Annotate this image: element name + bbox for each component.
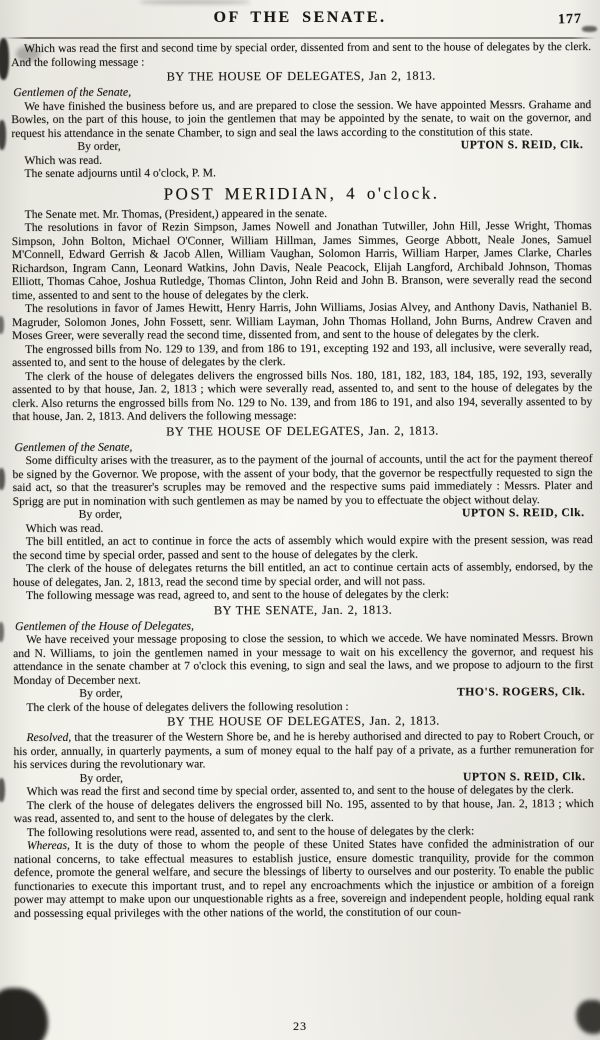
salutation: Gentlemen of the Senate, — [13, 84, 132, 99]
scan-artifact — [0, 778, 5, 802]
paragraph: The resolutions in favor of Rezin Simpson, James Nowell and Jonathan Tutwiller, John Hill, Jesse Wright, Thomas Simpson, John Bolton, Michael O'Conner, William Hillman, James Simmes, George Abbott, Neale Jones, Samuel M'Connell, Edward Gerrish & Jacob Allen, William Vaughan, Solomon Harris, William Harper, James Clarke, Charles Richardson, Ingram Cann, Leonard Watkins, John Davis, Neale Peacock, Elijah Langford, Archibald Johnson, Thomas Elliott, Thomas Cahoe, Joshua Rutledge, Thomas Clinton, John Reid and John B. Branson, were severally read the second time, assented to and sent to the house of delegates by the clerk. — [11, 218, 592, 302]
paragraph: Which was read the first and second time by special order, assented to, and sent to the house of delegates by the clerk. — [26, 783, 574, 798]
signoff-line — [13, 506, 593, 522]
paragraph: The bill entitled, an act to continue in force the acts of assembly which would expire with the present session, was read the second time by special order, passed and sent to the house of delegates by the clerk. — [12, 532, 593, 562]
lead-word: Whereas, — [26, 838, 70, 852]
document-body — [11, 40, 594, 920]
scan-artifact — [0, 120, 6, 150]
message-heading: BY THE HOUSE OF DELEGATES, Jan 2, 1813. — [166, 68, 436, 84]
clerk-signature: UPTON S. REID, Clk. — [460, 138, 584, 152]
paragraph: Which was read. — [25, 521, 104, 535]
page-footer — [0, 1019, 600, 1034]
paragraph: The clerk of the house of delegates delivers the following resolution : — [26, 699, 349, 714]
paragraph: The clerk of the house of delegates delivers the engrossed bill No. 195, assented to by that house, Jan. 2, 1813 ; which was read, assented to, and sent to the house of delegates by the clerk. — [13, 796, 594, 825]
salutation: Gentlemen of the Senate, — [14, 439, 133, 454]
clerk-signature: THO'S. ROGERS, Clk. — [456, 684, 586, 699]
paragraph: The following resolutions were read, assented to, and sent to the house of delegates by the clerk: — [26, 823, 475, 839]
paragraph: The clerk of the house of delegates returns the bill entitled, an act to continue certain acts of assembly, endorsed, by the house of delegates, Jan. 2, 1813, read the second time by special order, and will not pass. — [12, 559, 593, 589]
page-header — [0, 0, 600, 36]
paragraph: We have received your message proposing to close the session, to which we accede. We have nominated Messrs. Brown and N. Williams, to join the gentlemen named in your message to wait on his excellency the governor, and request his attendance in the senate chamber at 7 o'clock this evening, to sign and seal the laws, and we propose to adjourn to the first Monday of December next. — [13, 630, 594, 687]
clerk-signature: UPTON S. REID, Clk. — [461, 506, 585, 520]
paragraph: The following message was read, agreed to, and sent to the house of delegates by the clerk: — [25, 587, 449, 602]
header-rule — [4, 37, 596, 39]
message-heading: BY THE HOUSE OF DELEGATES, Jan. 2, 1813. — [167, 713, 440, 729]
clerk-signature: UPTON S. REID, Clk. — [462, 769, 586, 783]
lead-word: Resolved, — [26, 730, 72, 744]
page-number: 177 — [557, 11, 583, 28]
scan-artifact — [0, 468, 5, 490]
message-heading: BY THE HOUSE OF DELEGATES, Jan. 2, 1813. — [166, 423, 439, 438]
resolution-paragraph: Whereas, It is the duty of those to whom the people of these United States have confided the administration of our national concerns, to take effectual measures to establish justice, ensure domestic tranquility, provide for the common defence, promote the general welfare, and secure the blessings of liberty to ourselves and our posterity. To enable the public functionaries to execute this important trust, and to repel any encroachments which the injustice or ambition of a foreign power may attempt to make upon our unquestionable rights as a free, sovereign and independent people, holding equal rank and possessing equal privileges with the other nations of the world, the constitution of our coun- — [13, 836, 595, 920]
paragraph: The engrossed bills from No. 129 to 139, and from 186 to 191, excepting 192 and 193, all inclusive, were severally read, assented to, and sent to the house of delegates by the clerk. — [12, 340, 593, 369]
salutation: Gentlemen of the House of Delegates, — [15, 617, 194, 633]
paragraph: The clerk of the house of delegates delivers the engrossed bills Nos. 180, 181, 182, 183, 184, 185, 192, 193, severally assented to by that house, Jan. 2, 1813 ; which were severally read, assented to, and sent to the house of delegates by the clerk. Also returns the engrossed bills from No. 129 to No. 139, and from 186 to 191, and also 194, severally assented to by that house, Jan. 2, 1813. And delivers the following message: — [12, 367, 593, 423]
resolution-paragraph: Resolved, that the treasurer of the Western Shore be, and he is hereby authorised and directed to pay to Robert Crouch, or his order, annually, in quarterly payments, a sum of money equal to the half pay of a private, as a further remuneration for his services during the revolutionary war. — [13, 728, 594, 771]
by-order-label: By order, — [78, 507, 122, 521]
paragraph: Which was read. — [24, 153, 103, 167]
message-heading: BY THE SENATE, Jan. 2, 1813. — [213, 602, 393, 617]
scan-artifact — [0, 38, 9, 80]
signoff-line — [13, 685, 593, 701]
scan-artifact — [0, 316, 4, 334]
paragraph: The resolutions in favor of James Hewitt, Henry Harris, John Williams, Josias Alvey, and Anthony Davis, Nathaniel B. Magruder, Solomon Jones, John Fossett, senr. William Layman, John Thomas Holland, John Burns, Andrew Craven and Moses Greer, were severally read the second time, dissented from, and sent to the house of delegates by the clerk. — [11, 299, 592, 342]
session-heading: POST MERIDIAN, 4 o'clock. — [163, 183, 440, 203]
paragraph: Which was read the first and second time by special order, dissented from and sent to the house of delegates by the clerk. And the following message : — [11, 39, 592, 69]
signature-mark: 23 — [293, 1019, 307, 1033]
running-title: OF THE SENATE. — [213, 9, 387, 26]
paragraph: The Senate met. Mr. Thomas, (President,) appeared in the senate. — [24, 206, 328, 221]
paragraph: We have finished the business before us, and are prepared to close the session. We have appointed Messrs. Grahame and Bowles, on the part of this house, to join the gentlemen that may be appointed by the senate, to wait on the governor, and request his attendance in the senate Chamber, to sign and seal the laws according to the constitution of this state. — [11, 97, 592, 140]
by-order-label: By order, — [79, 771, 123, 785]
by-order-label: By order, — [79, 686, 123, 700]
scan-artifact — [0, 622, 4, 642]
by-order-label: By order, — [77, 139, 121, 153]
signoff-line — [11, 138, 591, 154]
paragraph: Some difficulty arises with the treasurer, as to the payment of the journal of accounts, until the act for the payment thereof be signed by the Governor. We propose, with the assent of your body, that the governor be respectfully requested to sign the said act, so that the treasurer's scruples may be removed and the respective sums paid immediately : Messrs. Plater and Sprigg are put in nomination with such gentlemen as may be named by you to effectuate the object without delay. — [12, 451, 593, 508]
paragraph: The senate adjourns until 4 o'clock, P. M. — [24, 166, 216, 180]
